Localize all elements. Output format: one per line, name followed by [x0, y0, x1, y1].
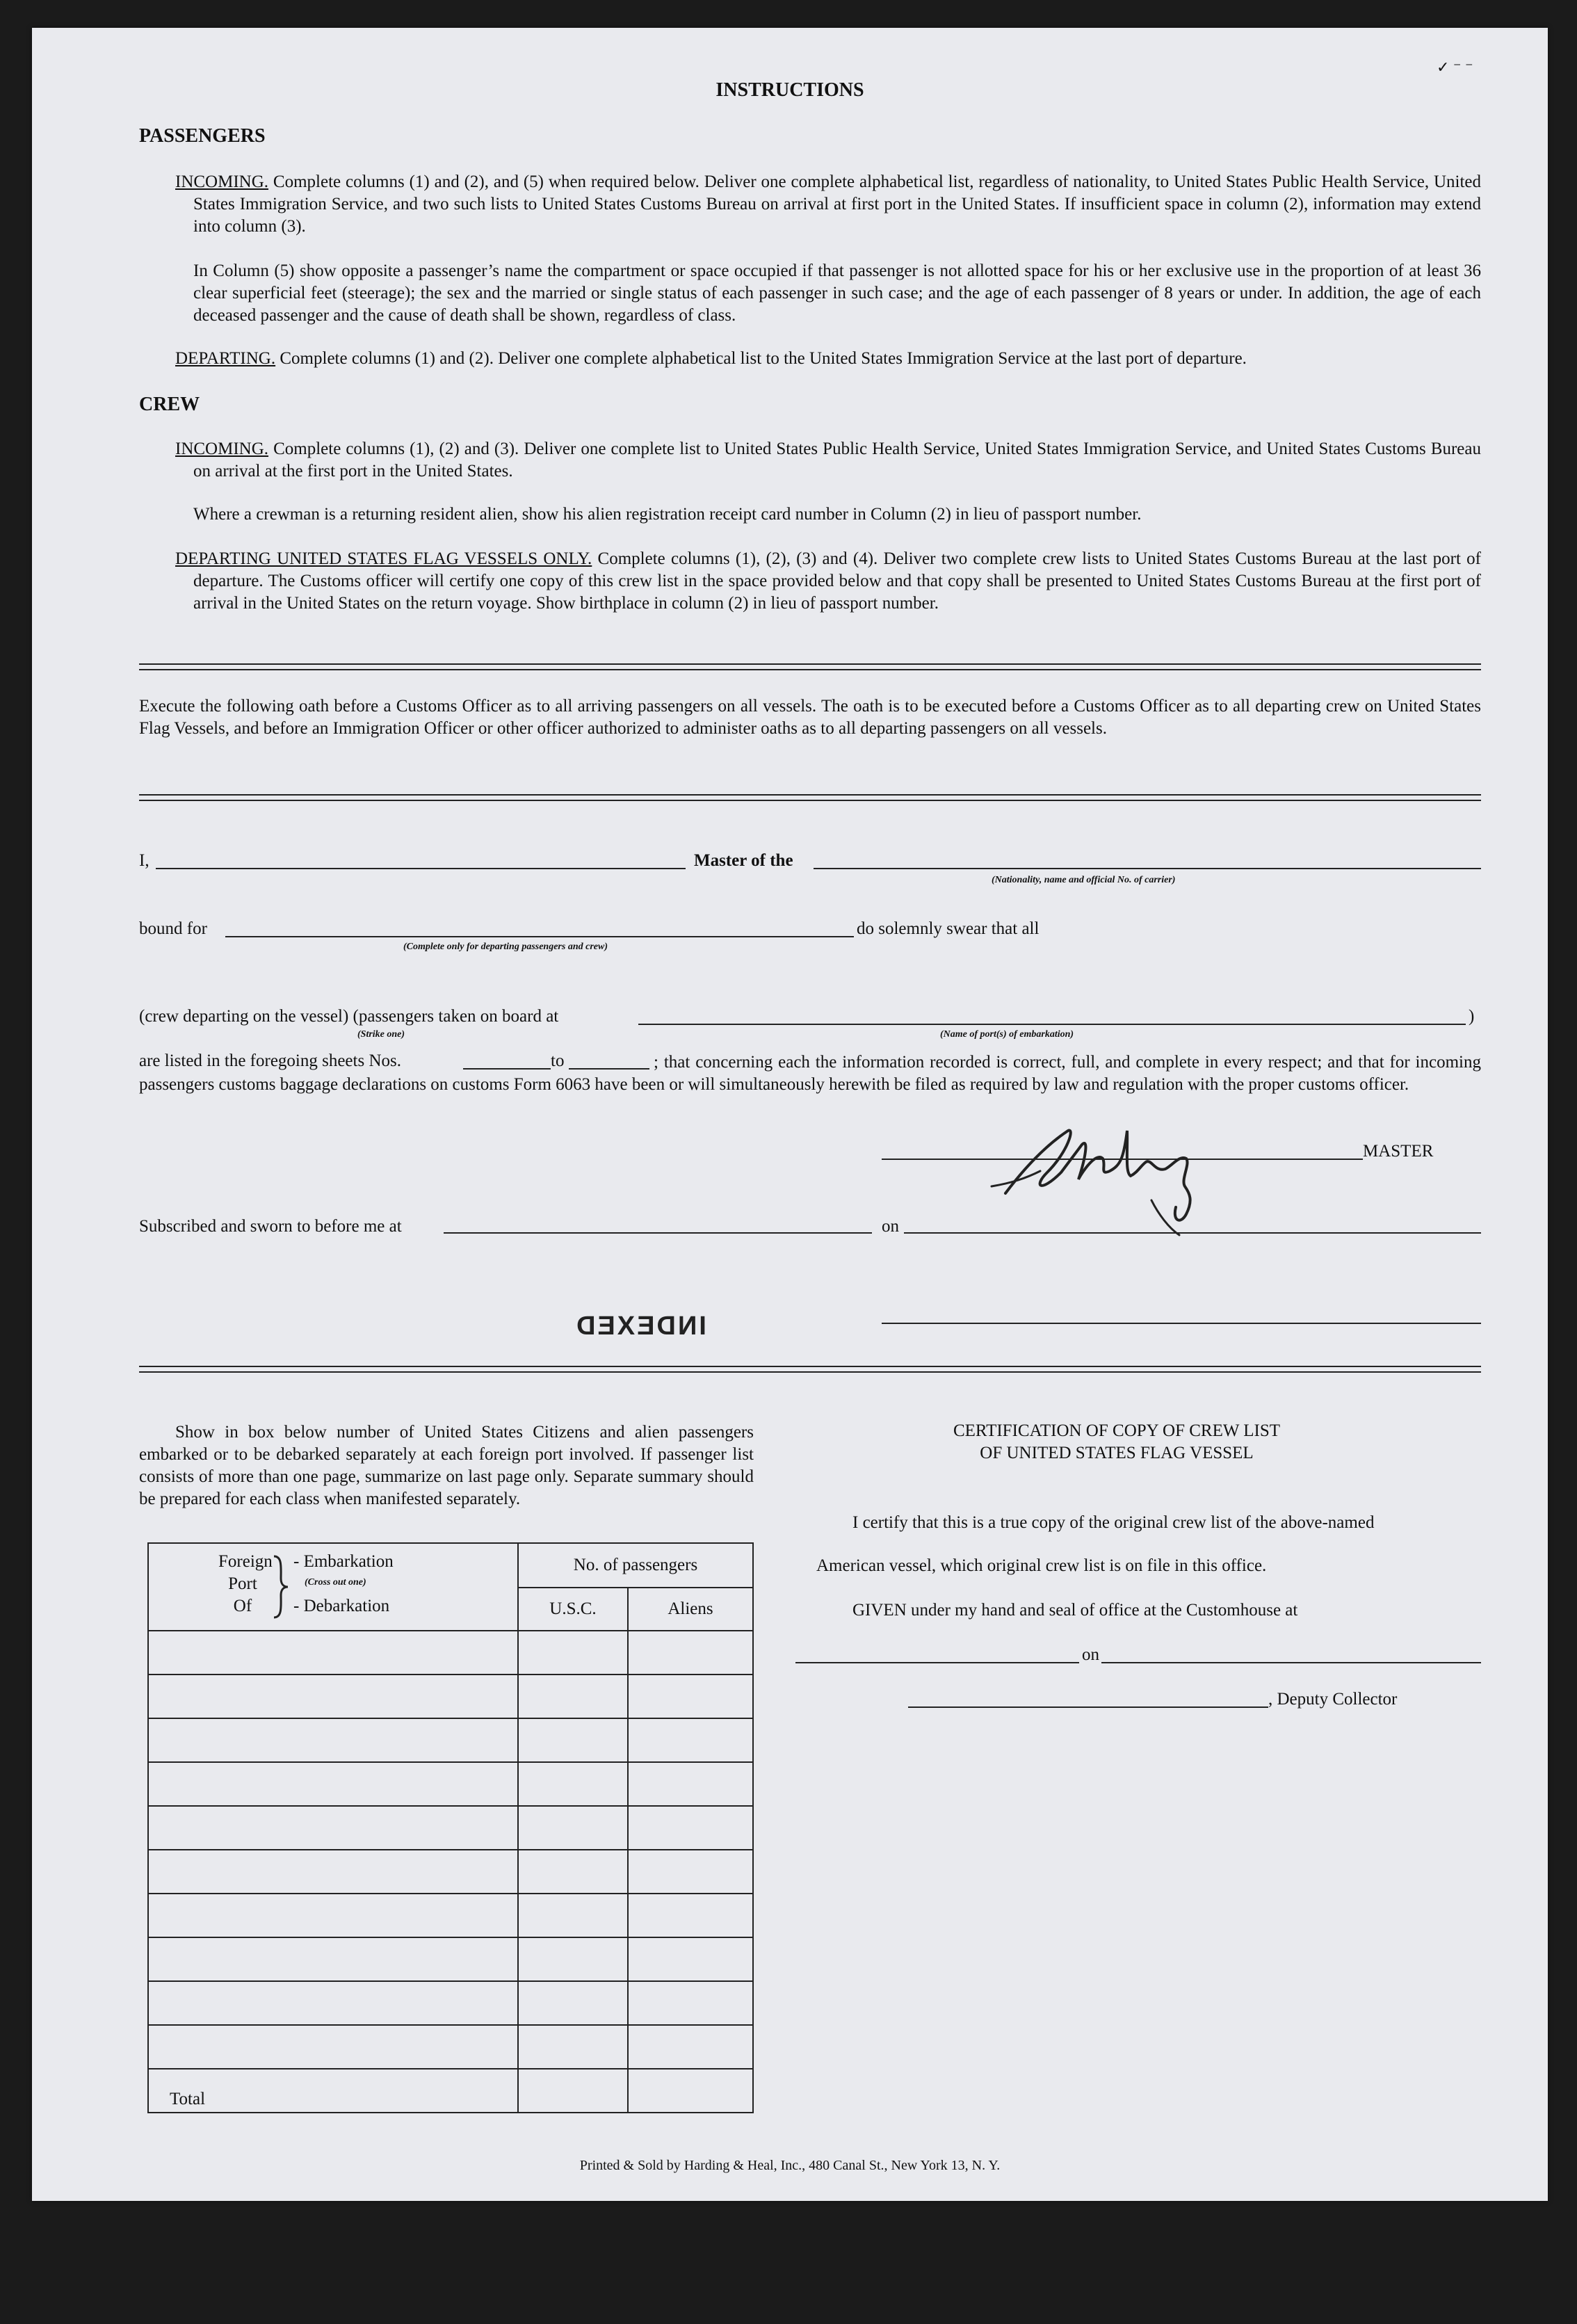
usc-cell[interactable]	[518, 1762, 628, 1806]
passengers-column5-instruction: In Column (5) show opposite a passenger’s name the compartment or space occupied if that passenger is not allotted space for his or her exclusive use in the proportion of at least 36 clear superficial feet (steerage); the sex and the married or single status of each passenger in such case; and the age of each passenger of 8 years or under. In addition, the age of each deceased passenger and the cause of death shall be shown, regardless of class.	[193, 261, 1481, 325]
port-cell[interactable]	[148, 1718, 518, 1762]
master-name-field[interactable]	[156, 868, 686, 869]
passengers-incoming-text: Complete columns (1) and (2), and (5) when required below. Deliver one complete alphabetical list, regardless of nationality, to United States Public Health Service, United States Immigration Service, and two such lists to United States Customs Bureau on arrival at first port in the United States. If insufficient space in column (2), information may extend into column (3).	[193, 172, 1481, 236]
foreign-label: Foreign	[218, 1552, 273, 1571]
oath-statement: ; that concerning each the information recorded is correct, full, and complete in every respect; and that for incoming passengers customs baggage declarations on customs Form 6063 have been or will simultaneously herewith be filed as required by law and regulation with the proper customs officer.	[139, 1053, 1481, 1094]
port-cell[interactable]	[148, 1981, 518, 2025]
usc-cell[interactable]	[518, 1894, 628, 1937]
customhouse-field[interactable]	[795, 1662, 1079, 1663]
port-cell[interactable]	[148, 1850, 518, 1894]
section-divider	[139, 794, 1481, 801]
usc-cell[interactable]	[518, 1675, 628, 1718]
aliens-cell[interactable]	[628, 1894, 753, 1937]
bound-for-label: bound for	[139, 919, 207, 938]
crew-departing-text: Complete columns (1), (2), (3) and (4). Deliver two complete crew lists to United States Customs Bureau at the last port of departure. The Customs officer will certify one copy of this crew list in the space provided below and that copy shall be presented to United States Customs Bureau at the first port of arrival in the United States on the return voyage. Show birthplace in column (2) in lieu of passport number.	[193, 549, 1481, 613]
usc-cell[interactable]	[518, 1981, 628, 2025]
crew-incoming-text: Complete columns (1), (2) and (3). Deliver one complete list to United States Public Health Service, United States Immigration Service, and United States Customs Bureau on arrival at the first port in the United States.	[193, 439, 1481, 481]
usc-total-cell[interactable]	[518, 2069, 628, 2113]
printer-footer: Printed & Sold by Harding & Heal, Inc., 480 Canal St., New York 13, N. Y.	[579, 2158, 1001, 2173]
certification-title-line2: OF UNITED STATES FLAG VESSEL	[980, 1444, 1254, 1462]
form-page	[32, 28, 1548, 2201]
sworn-on-label: on	[882, 1217, 899, 1236]
table-row	[148, 1675, 753, 1718]
debarkation-label: - Debarkation	[293, 1597, 390, 1615]
port-cell[interactable]	[148, 2025, 518, 2069]
crew-incoming-lead: INCOMING.	[175, 439, 269, 458]
carrier-field[interactable]	[814, 868, 1481, 869]
usc-cell[interactable]	[518, 1718, 628, 1762]
embarkation-label: - Embarkation	[293, 1552, 394, 1571]
brace-icon	[271, 1554, 292, 1620]
page-mark: ✓ ⁻ ⁻	[1437, 58, 1473, 76]
table-row	[148, 1718, 753, 1762]
usc-header: U.S.C.	[518, 1588, 628, 1631]
master-signature-line[interactable]	[882, 1159, 1363, 1160]
usc-cell[interactable]	[518, 1806, 628, 1850]
port-cell[interactable]	[148, 1806, 518, 1850]
passengers-departing-lead: DEPARTING.	[175, 349, 276, 368]
officer-signature-field[interactable]	[882, 1323, 1481, 1324]
aliens-cell[interactable]	[628, 1937, 753, 1981]
i-label: I,	[139, 851, 149, 870]
total-label: Total	[148, 2069, 518, 2113]
page-title: INSTRUCTIONS	[715, 79, 864, 101]
port-cell[interactable]	[148, 1762, 518, 1806]
passengers-count-header: No. of passengers	[518, 1543, 753, 1588]
american-vessel-text: American vessel, which original crew list is on file in this office.	[816, 1556, 1267, 1575]
port-cell[interactable]	[148, 1631, 518, 1675]
table-row	[148, 1631, 753, 1675]
deputy-collector-label: , Deputy Collector	[1268, 1690, 1398, 1709]
section-divider	[139, 1366, 1481, 1373]
certification-title	[818, 1420, 1416, 1464]
passengers-heading: PASSENGERS	[139, 125, 266, 147]
crew-departing-lead: DEPARTING UNITED STATES FLAG VESSELS ONLY.	[175, 549, 592, 568]
total-row	[148, 2069, 753, 2113]
crew-departing-label: (crew departing on the vessel) (passengers taken on board at	[139, 1007, 559, 1026]
aliens-cell[interactable]	[628, 1631, 753, 1675]
usc-cell[interactable]	[518, 1850, 628, 1894]
table-row	[148, 1762, 753, 1806]
aliens-header: Aliens	[628, 1588, 753, 1631]
aliens-cell[interactable]	[628, 1762, 753, 1806]
crew-heading: CREW	[139, 394, 200, 415]
passenger-summary-table	[147, 1542, 754, 2113]
passengers-departing-instruction	[175, 348, 1481, 370]
table-row	[148, 1806, 753, 1850]
indexed-stamp: INDEXED	[574, 1312, 706, 1341]
summary-instructions: Show in box below number of United States Citizens and alien passengers embarked or to be debarked separately at each foreign port involved. If passenger list consists of more than one page, summarize on last page only. Separate summary should be prepared for each class when manifested separately.	[139, 1423, 754, 1508]
master-label: MASTER	[1363, 1142, 1434, 1161]
crew-crewman-instruction: Where a crewman is a returning resident alien, show his alien registration receipt card number in Column (2) in lieu of passport number.	[193, 505, 1142, 524]
destination-field[interactable]	[225, 936, 854, 937]
table-row	[148, 2025, 753, 2069]
certify-text: I certify that this is a true copy of the original crew list of the above-named	[852, 1513, 1375, 1532]
subscribed-label: Subscribed and sworn to before me at	[139, 1217, 402, 1236]
of-label: Of	[233, 1597, 252, 1615]
usc-cell[interactable]	[518, 1631, 628, 1675]
aliens-cell[interactable]	[628, 2025, 753, 2069]
passengers-incoming-lead: INCOMING.	[175, 172, 269, 191]
table-row	[148, 1894, 753, 1937]
port-cell[interactable]	[148, 1937, 518, 1981]
crew-incoming-instruction	[175, 438, 1481, 483]
carrier-caption: (Nationality, name and official No. of carrier)	[992, 875, 1176, 885]
port-cell[interactable]	[148, 1675, 518, 1718]
embarkation-port-field[interactable]	[638, 1024, 1466, 1025]
aliens-total-cell[interactable]	[628, 2069, 753, 2113]
aliens-cell[interactable]	[628, 1675, 753, 1718]
swear-label: do solemnly swear that all	[857, 919, 1040, 938]
deputy-collector-signature-field[interactable]	[908, 1706, 1268, 1708]
certification-date-field[interactable]	[1101, 1662, 1481, 1663]
master-signature	[964, 1089, 1270, 1242]
aliens-cell[interactable]	[628, 1981, 753, 2025]
passengers-departing-text: Complete columns (1) and (2). Deliver one complete alphabetical list to the United States Immigration Service at the last port of departure.	[275, 349, 1247, 368]
table-row	[148, 1981, 753, 2025]
certification-title-line1: CERTIFICATION OF COPY OF CREW LIST	[953, 1421, 1281, 1440]
passengers-incoming-instruction	[175, 171, 1481, 238]
close-paren: )	[1469, 1007, 1475, 1026]
sworn-place-field[interactable]	[444, 1232, 872, 1234]
aliens-cell[interactable]	[628, 1718, 753, 1762]
aliens-cell[interactable]	[628, 1850, 753, 1894]
cross-out-caption: (Cross out one)	[305, 1577, 366, 1588]
port-header-cell	[148, 1543, 518, 1631]
port-cell[interactable]	[148, 1894, 518, 1937]
oath-intro: Execute the following oath before a Customs Officer as to all arriving passengers on all vessels. The oath is to be executed before a Customs Officer as to all departing crew on United States Flag Vessels, and before an Immigration Officer or other officer authorized to administer oaths as to all departing passengers on all vessels.	[139, 697, 1481, 738]
bound-caption: (Complete only for departing passengers and crew)	[403, 942, 608, 952]
section-divider	[139, 663, 1481, 670]
given-text: GIVEN under my hand and seal of office at the Customhouse at	[852, 1601, 1298, 1620]
certification-on-label: on	[1082, 1645, 1099, 1664]
table-row	[148, 1937, 753, 1981]
to-label: to	[551, 1051, 565, 1070]
sworn-date-field[interactable]	[904, 1232, 1481, 1234]
port-caption: (Name of port(s) of embarkation)	[940, 1029, 1074, 1040]
port-label: Port	[228, 1574, 257, 1593]
aliens-cell[interactable]	[628, 1806, 753, 1850]
master-of-label: Master of the	[694, 851, 793, 870]
usc-cell[interactable]	[518, 1937, 628, 1981]
usc-cell[interactable]	[518, 2025, 628, 2069]
table-row	[148, 1850, 753, 1894]
strike-caption: (Strike one)	[357, 1029, 405, 1040]
listed-label: are listed in the foregoing sheets Nos.	[139, 1051, 401, 1070]
crew-departing-instruction	[175, 548, 1481, 615]
